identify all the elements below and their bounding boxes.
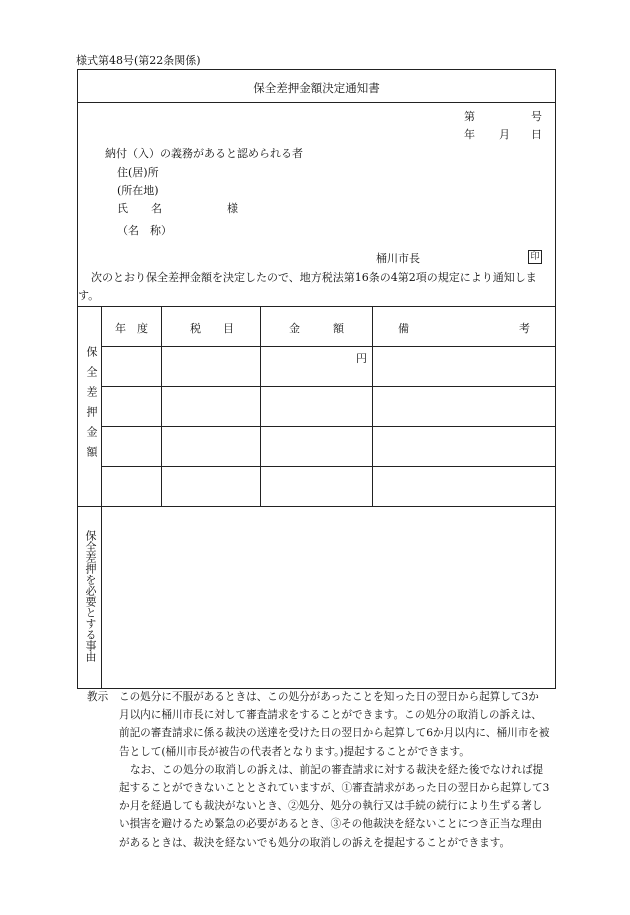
corp-name-label: （名 称）: [117, 224, 172, 237]
amount-side-label: 保全差押金額: [85, 346, 98, 466]
body-text-line1: 次のとおり保全差押金額を決定したので、地方税法第16条の4第2項の規定により通知しま: [91, 271, 537, 284]
instruction-label: 教示: [87, 691, 109, 703]
instruction-p2-l1: なお、この処分の取消しの訴えは、前記の審査請求に対する裁決を経た後でなければ提: [130, 763, 544, 776]
date-month: 月: [499, 128, 510, 141]
table-row-line: [101, 466, 555, 467]
header-amount: 金 額: [289, 322, 344, 335]
sama-label: 様: [227, 202, 238, 215]
recipient-heading: 納付（入）の義務があると認められる者: [105, 147, 303, 160]
header-tax-item: 税 目: [190, 322, 234, 335]
instruction-p1-l3: 前記の審査請求に係る裁決の送達を受けた日の翌日から起算して6か月以内に、桶川市を被: [119, 727, 550, 740]
table-top-border: [78, 306, 555, 307]
form-code: 様式第48号(第22条関係): [76, 54, 201, 67]
header-remarks-2: 考: [519, 322, 530, 335]
table-row-line: [101, 386, 555, 387]
table-bottom-border: [78, 506, 555, 507]
date-day: 日: [531, 128, 542, 141]
table-row-line: [101, 346, 555, 347]
yen-unit: 円: [356, 352, 367, 365]
instruction-p2-l5: があるときは、裁決を経ないでも処分の取消しの訴えを提起することができます。: [119, 836, 511, 849]
name-label-second: 名: [151, 202, 162, 215]
reason-side-label: 保全差押を必要とする事由: [84, 530, 97, 662]
instruction-p2-l3: か月を経過しても裁決がないとき、②処分、処分の執行又は手続の続行により生ずる著し: [119, 800, 543, 813]
instruction-p2-l4: い損害を避けるため緊急の必要があるとき、③その他裁決を経ないことにつき正当な理由: [119, 818, 543, 831]
notice-form: [77, 69, 556, 689]
header-year: 年 度: [115, 322, 148, 335]
instruction-p1-l2: 月以内に桶川市長に対して審査請求をすることができます。この処分の取消しの訴えは、: [119, 709, 542, 722]
side-divider: [101, 306, 102, 689]
name-label-first: 氏: [117, 202, 128, 215]
date-year: 年: [464, 128, 475, 141]
header-remarks-1: 備: [398, 322, 409, 335]
location-label: (所在地): [117, 184, 159, 197]
col-divider-1: [161, 306, 162, 506]
doc-number-dai: 第: [464, 110, 475, 123]
address-label: 住(居)所: [117, 166, 159, 179]
table-row-line: [101, 426, 555, 427]
issuer-name: 桶川市長: [376, 252, 420, 265]
doc-number-go: 号: [531, 110, 542, 123]
body-text-line2: す。: [78, 289, 100, 302]
seal-mark: 印: [528, 249, 542, 264]
instruction-notice: [87, 688, 562, 852]
title-divider: [78, 102, 555, 103]
instruction-p1-l1: この処分に不服があるときは、この処分があったことを知った日の翌日から起算して3か: [119, 691, 539, 703]
instruction-p1-l4: 告として(桶川市長が被告の代表者となります。)提起することができます。: [119, 745, 470, 758]
document-title: 保全差押金額決定通知書: [253, 81, 380, 95]
col-divider-3: [372, 306, 373, 506]
col-divider-2: [260, 306, 261, 506]
instruction-p2-l2: 起することができないこととされていますが、①審査請求があった日の翌日から起算して3: [119, 782, 550, 795]
